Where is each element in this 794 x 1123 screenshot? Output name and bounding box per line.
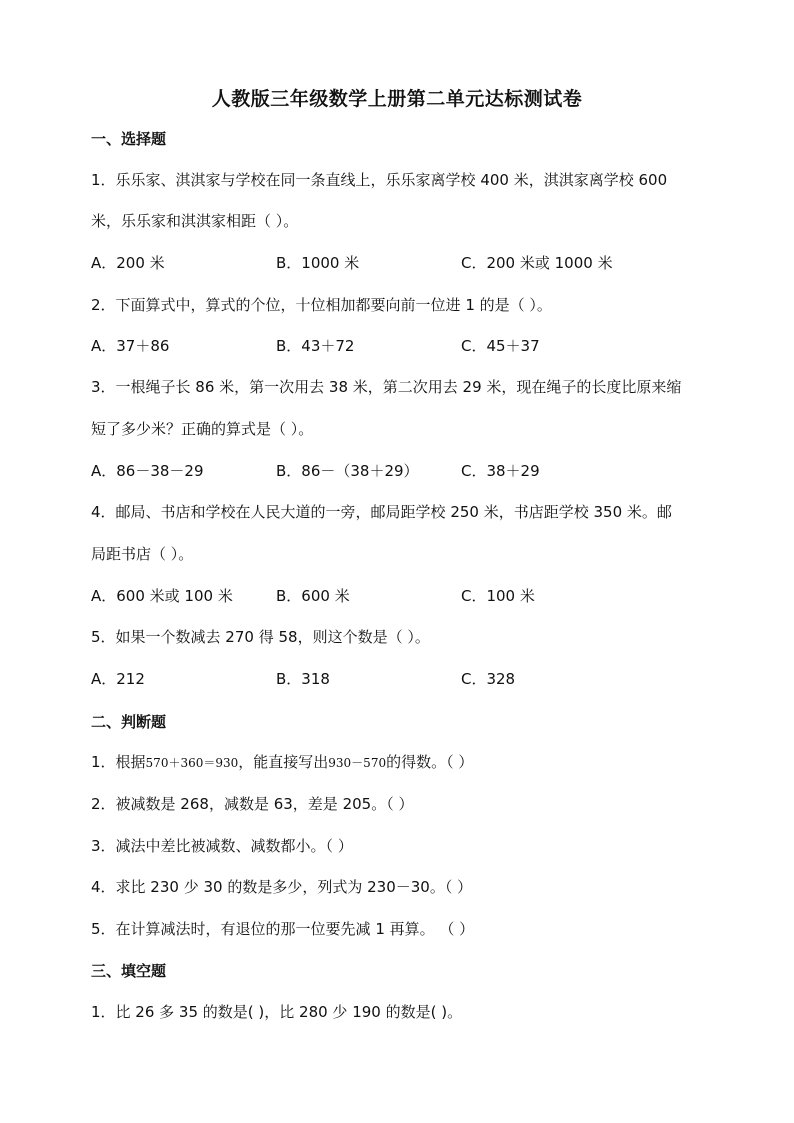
question-5-option-b: B．318 xyxy=(276,670,330,688)
question-2-option-b: B．43＋72 xyxy=(276,337,355,355)
question-3-option-b: B．86－（38＋29） xyxy=(276,462,419,480)
section-heading-choice: 一、选择题 xyxy=(91,130,167,148)
judgement-4: 4．求比 230 少 30 的数是多少，列式为 230－30。（ ） xyxy=(91,878,473,896)
fill-blank-1: 1．比 26 多 35 的数是( )，比 280 少 190 的数是( )。 xyxy=(91,1003,463,1021)
judgement-1 xyxy=(91,752,473,773)
section-heading-judgement: 二、判断题 xyxy=(91,713,167,731)
judgement-2: 2．被减数是 268，减数是 63，差是 205。（ ） xyxy=(91,795,414,813)
question-1-line-2: 米，乐乐家和淇淇家相距（ ）。 xyxy=(91,212,299,230)
question-4-line-2: 局距书店（ ）。 xyxy=(91,545,194,563)
section-heading-fill-blank: 三、填空题 xyxy=(91,962,167,980)
question-4-option-b: B．600 米 xyxy=(276,587,350,605)
question-3-line-1: 3．一根绳子长 86 米，第一次用去 38 米，第二次用去 29 米，现在绳子的长度比原来缩 xyxy=(91,378,682,396)
judgement-5: 5．在计算减法时，有退位的那一位要先减 1 再算。 （ ） xyxy=(91,920,475,938)
question-3-option-a: A．86－38－29 xyxy=(91,462,204,480)
question-4-option-c: C．100 米 xyxy=(461,587,535,605)
judgement-1-math-equation: 570＋360＝930 xyxy=(145,756,239,770)
question-1-option-c: C．200 米或 1000 米 xyxy=(461,254,613,272)
question-5-option-a: A．212 xyxy=(91,670,145,688)
question-4-line-1: 4．邮局、书店和学校在人民大道的一旁，邮局距学校 250 米，书店距学校 350 米。邮 xyxy=(91,503,672,521)
page-title: 人教版三年级数学上册第二单元达标测试卷 xyxy=(211,88,583,110)
question-4-option-a: A．600 米或 100 米 xyxy=(91,587,233,605)
judgement-1-suffix: 的得数。（ ） xyxy=(386,753,474,771)
question-2-line-1: 2．下面算式中，算式的个位，十位相加都要向前一位进 1 的是（ ）。 xyxy=(91,296,552,314)
judgement-1-middle: ，能直接写出 xyxy=(238,753,329,771)
judgement-1-prefix: 1．根据 xyxy=(91,753,146,771)
question-2-option-a: A．37＋86 xyxy=(91,337,170,355)
question-5-option-c: C．328 xyxy=(461,670,516,688)
judgement-3: 3．减法中差比被减数、减数都小。（ ） xyxy=(91,837,353,855)
question-2-option-c: C．45＋37 xyxy=(461,337,540,355)
question-3-option-c: C．38＋29 xyxy=(461,462,540,480)
question-5-line-1: 5．如果一个数减去 270 得 58，则这个数是（ ）。 xyxy=(91,628,430,646)
question-3-line-2: 短了多少米？正确的算式是（ ）。 xyxy=(91,420,314,438)
judgement-1-math-expression: 930－570 xyxy=(328,756,387,770)
question-1-line-1: 1．乐乐家、淇淇家与学校在同一条直线上，乐乐家离学校 400 米，淇淇家离学校 600 xyxy=(91,171,668,189)
question-1-option-a: A．200 米 xyxy=(91,254,165,272)
question-1-option-b: B．1000 米 xyxy=(276,254,360,272)
